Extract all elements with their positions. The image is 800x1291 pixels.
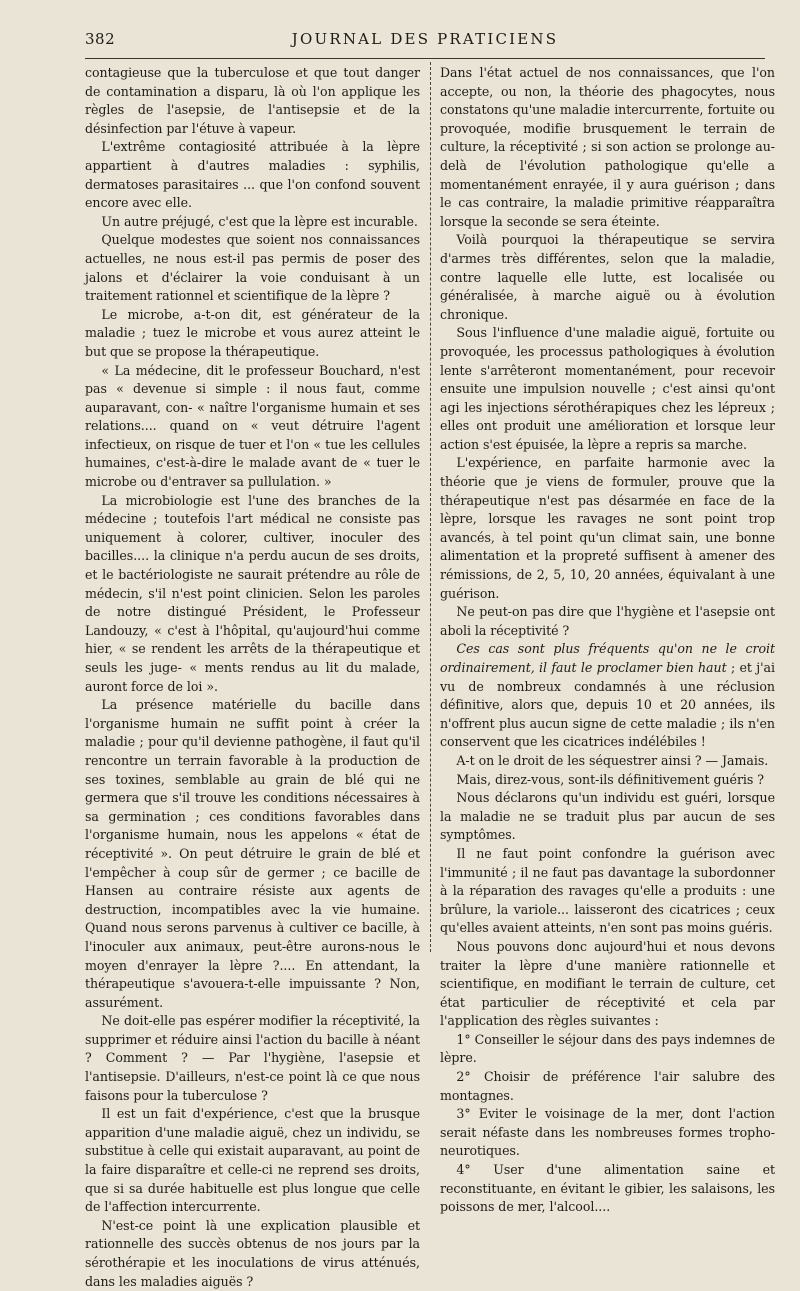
paragraph: Sous l'influence d'une maladie aiguë, fortuite ou provoquée, les processus pathologiques à évolution lente s'arrêteront momentanément, pour recevoir ensuite une impulsion nouvelle ; c'est ainsi qu'ont agi les injections sérothérapiques chez les lépreux ; elles ont produit une amélioration et lorsque leur action s'est épuisée, la lèpre a repris sa marche. bbox=[440, 325, 775, 452]
rule-item-4: 4° User d'une alimentation saine et reconstituante, en évitant le gibier, les salaisons, les poissons de mer, l'alcool.... bbox=[440, 1162, 775, 1215]
rule-item-3: 3° Eviter le voisinage de la mer, dont l'action serait néfaste dans les nombreuses formes tropho-neurotiques. bbox=[440, 1106, 775, 1159]
paragraph-continuation: ; et j'ai vu de nombreux condamnés à une réclusion définitive, alors que, depuis 10 et 20 années, ils n'offrent plus aucun signe de cette maladie ; ils n'en conservent que les cicatrices indélébiles ! bbox=[440, 660, 775, 750]
paragraph: Voilà pourquoi la thérapeutique se servira d'armes très différentes, selon que la maladie, contre laquelle elle lutte, est localisée ou généralisée, à marche aiguë ou à évolution chronique. bbox=[440, 232, 775, 322]
paragraph: Il est un fait d'expérience, c'est que la brusque apparition d'une maladie aiguë, chez un individu, se substitue à celle qui existait auparavant, au point de la faire disparaître et celle-ci ne reprend ses droits, que si sa durée habituelle est plus longue que celle de l'affection intercurrente. bbox=[85, 1106, 420, 1215]
paragraph: L'extrême contagiosité attribuée à la lèpre appartient à d'autres maladies : syphilis, dermatoses parasitaires ... que l'on confond souvent encore avec elle. bbox=[85, 139, 420, 211]
page-header bbox=[85, 28, 765, 52]
paragraph: contagieuse que la tuberculose et que tout danger de contamination a disparu, là où l'on applique les règles de l'asepsie, de l'antisepsie et de la désinfection par l'étuve à vapeur. bbox=[85, 65, 420, 136]
paragraph: La présence matérielle du bacille dans l'organisme humain ne suffit point à créer la maladie ; pour qu'il devienne pathogène, il faut qu'il rencontre un terrain favorable à la production de ses toxines, semblable au grain de blé qui ne germera que s'il trouve les conditions nécessaires à sa germination ; ces conditions favorables dans l'organisme humain, nous les appelons « état de réceptivité ». On peut détruire le grain de blé et l'empêcher à coup sûr de germer ; ce bacille de Hansen au contraire résiste aux agents de destruction, incompatibles avec la vie humaine. Quand nous serons parvenus à cultiver ce bacille, à l'inoculer aux animaux, peut-être aurons-nous le moyen d'enrayer la lèpre ?.... En attendant, la thérapeutique s'avouera-t-elle impuissante ? Non, assurément. bbox=[85, 697, 420, 1010]
quotation-paragraph: « La médecine, dit le professeur Bouchard, n'est pas « devenue si simple : il nous faut, comme auparavant, con- « naître l'organisme humain et ses relations.... quand on « veut détruire l'agent infectieux, on risque de tuer et l'on « tue les cellules humaines, c'est-à-dire le malade avant de « tuer le microbe ou d'entraver sa pullulation. » bbox=[85, 362, 420, 490]
rule-item-2: 2° Choisir de préférence l'air salubre des montagnes. bbox=[440, 1069, 775, 1103]
paragraph: Il ne faut point confondre la guérison avec l'immunité ; il ne faut pas davantage la subordonner à la réparation des ravages qu'elle a produits : une brûlure, la variole... laisseront des cicatrices ; ceux qu'elles avaient atteints, n'en sont pas moins guéris. bbox=[440, 845, 775, 936]
italic-emphasis: Ces cas sont plus fréquents qu'on ne le croit ordinairement, il faut le proclamer bien haut bbox=[440, 641, 775, 675]
paragraph: Mais, direz-vous, sont-ils définitivement guéris ? bbox=[456, 771, 764, 787]
left-column bbox=[85, 64, 420, 1291]
right-column bbox=[440, 64, 775, 1217]
paragraph: L'expérience, en parfaite harmonie avec la théorie que je viens de formuler, prouve que la thérapeutique n'est pas désarmée en face de la lèpre, lorsque les ravages ne sont point trop avancés, à tel point qu'un climat sain, une bonne alimentation et la propreté suffisent à amener des rémissions, de 2, 5, 10, 20 années, équivalant à une guérison. bbox=[440, 455, 775, 601]
paragraph: Quelque modestes que soient nos connaissances actuelles, ne nous est-il pas permis de poser des jalons et d'éclairer la voie conduisant à un traitement rationnel et scientifique de la lèpre ? bbox=[85, 232, 420, 304]
page-number: 382 bbox=[85, 30, 116, 48]
paragraph: N'est-ce point là une explication plausible et rationnelle des succès obtenus de nos jours par la sérothérapie et les inoculations de virus atténués, dans les maladies aiguës ? bbox=[85, 1217, 420, 1289]
rule-item-1: 1° Conseiller le séjour dans des pays indemnes de lèpre. bbox=[440, 1031, 775, 1066]
header-rule bbox=[85, 58, 765, 59]
paragraph: Nous déclarons qu'un individu est guéri, lorsque la maladie ne se traduit plus par aucun de ses symptômes. bbox=[440, 790, 775, 843]
paragraph: Un autre préjugé, c'est que la lèpre est incurable. bbox=[101, 213, 418, 229]
paragraph: Ne peut-on pas dire que l'hygiène et l'asepsie ont aboli la réceptivité ? bbox=[440, 604, 775, 638]
paragraph-italic-lead bbox=[440, 640, 775, 752]
paragraph: Nous pouvons donc aujourd'hui et nous devons traiter la lèpre d'une manière rationnelle et scientifique, en modifiant le terrain de culture, cet état particulier de réceptivité et cela par l'application des règles suivantes : bbox=[440, 938, 775, 1029]
column-divider bbox=[430, 62, 431, 952]
paragraph: A-t on le droit de les séquestrer ainsi ? — Jamais. bbox=[456, 752, 769, 768]
paragraph: Dans l'état actuel de nos connaissances, que l'on accepte, ou non, la théorie des phagocytes, nous constatons qu'une maladie intercurrente, fortuite ou provoquée, modifie brusquement le terrain de culture, la réceptivité ; si son action se prolonge au-delà de l'évolution pathologique qu'elle a momentanément enrayée, il y aura guérison ; dans le cas contraire, la maladie primitive réapparaîtra lorsque la seconde se sera éteinte. bbox=[440, 65, 775, 229]
running-title: JOURNAL DES PRATICIENS bbox=[291, 30, 559, 48]
paragraph: La microbiologie est l'une des branches de la médecine ; toutefois l'art médical ne consiste pas uniquement à colorer, cultiver, inoculer des bacilles.... la clinique n'a perdu aucun de ses droits, et le bactériologiste ne saurait prétendre au rôle de médecin, s'il n'est point clinicien. Selon les paroles de notre distingué Président, le Professeur Landouzy, « c'est à l'hôpital, qu'aujourd'hui comme hier, « se rendent les arrêts de la thérapeutique et seuls les juge- « ments rendus au lit du malade, auront force de loi ». bbox=[85, 492, 420, 694]
paragraph: Ne doit-elle pas espérer modifier la réceptivité, la supprimer et réduire ainsi l'action du bacille à néant ? Comment ? — Par l'hygiène, l'asepsie et l'antisepsie. D'ailleurs, n'est-ce point là ce que nous faisons pour la tuberculose ? bbox=[85, 1013, 420, 1103]
paragraph: Le microbe, a-t-on dit, est générateur de la maladie ; tuez le microbe et vous aurez atteint le but que se propose la thérapeutique. bbox=[85, 306, 420, 359]
